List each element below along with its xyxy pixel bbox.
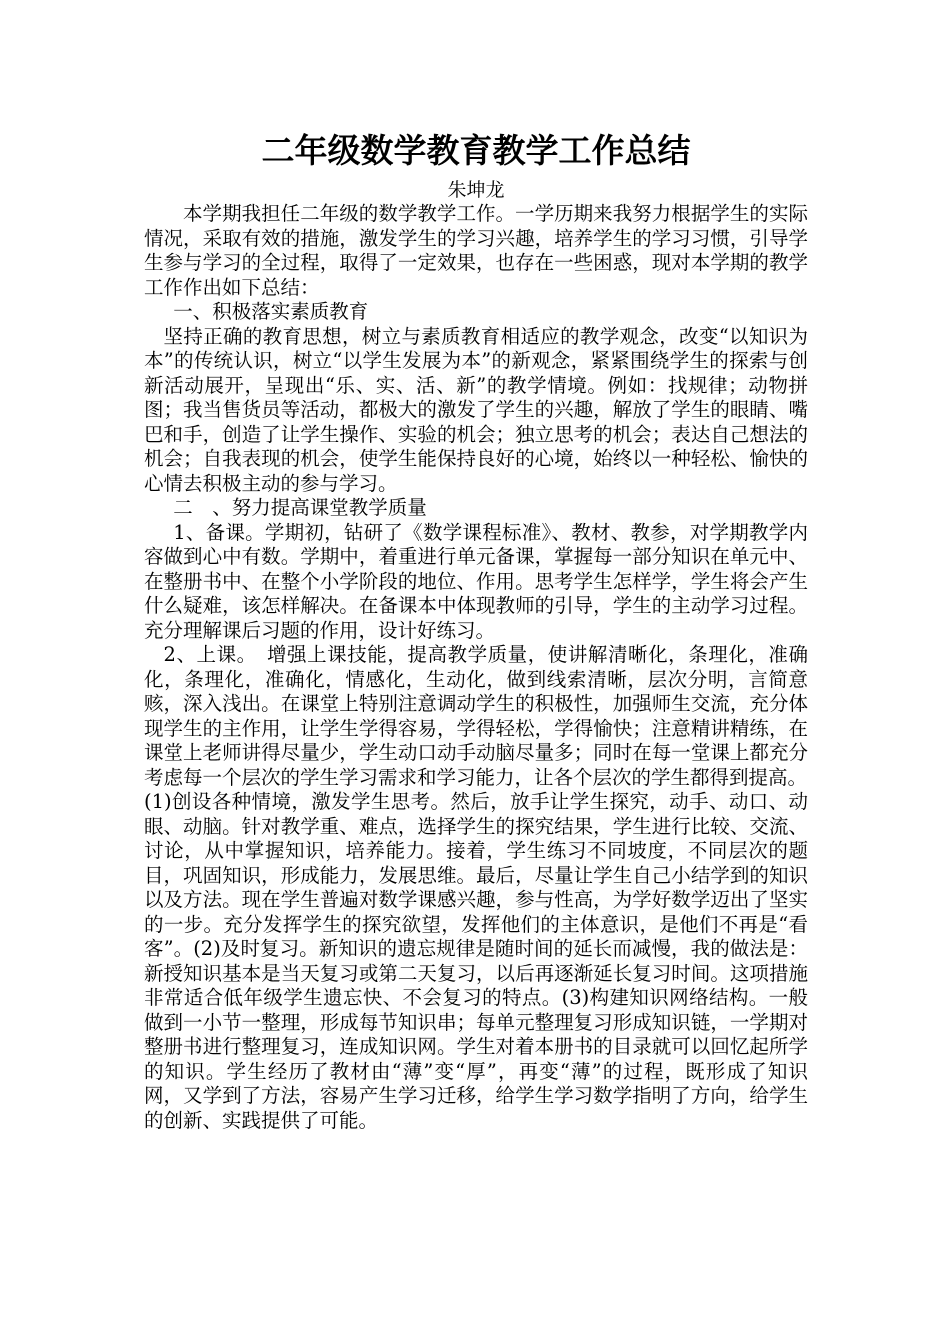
document-body xyxy=(144,202,808,1133)
document-title: 二年级数学教育教学工作总结 xyxy=(261,131,691,170)
section-heading-2: 二 、努力提高课堂教学质量 xyxy=(173,496,427,519)
body-paragraph: 2、上课。 增强上课技能，提高教学质量，使讲解清晰化，条理化，准确化，条理化，准确化，情感化，生动化，做到线索清晰，层次分明，言简意赅，深入浅出。在课堂上特别注意调动学生的积极性，加强师生交流，充分体现学生的主作用，让学生学得容易，学得轻松，学得愉快；注意精讲精练，在课堂上老师讲得尽量少，学生动口动手动脑尽量多；同时在每一堂课上都充分考虑每一个层次的学生学习需求和学习能力，让各个层次的学生都得到提高。 xyxy=(144,643,808,789)
document-author: 朱坤龙 xyxy=(447,179,505,201)
document-page xyxy=(144,124,808,1133)
body-paragraph: (1)创设各种情境，激发学生思考。然后，放手让学生探究，动手、动口、动眼、动脑。针对教学重、难点，选择学生的探究结果，学生进行比较、交流、讨论，从中掌握知识，培养能力。接着，学生练习不同坡度，不同层次的题目，巩固知识，形成能力，发展思维。最后，尽量让学生自己小结学到的知识以及方法。现在学生普遍对数学课感兴趣，参与性高，为学好数学迈出了坚实的一步。充分发挥学生的探究欲望，发挥他们的主体意识，是他们不再是“看客”。(2)及时复习。新知识的遗忘规律是随时间的延长而减慢，我的做法是：新授知识基本是当天复习或第二天复习，以后再逐渐延长复习时间。这项措施非常适合低年级学生遗忘快、不会复习的特点。(3)构建知识网络结构。一般做到一小节一整理，形成每节知识串；每单元整理复习形成知识链，一学期对整册书进行整理复习，连成知识网。学生对着本册书的目录就可以回忆起所学的知识。学生经历了教材由“薄”变“厚”，再变“薄”的过程，既形成了知识网，又学到了方法，容易产生学习迁移，给学生学习数学指明了方向，给学生的创新、实践提供了可能。 xyxy=(144,790,808,1132)
section-heading-1: 一、积极落实素质教育 xyxy=(173,300,369,323)
intro-paragraph: 本学期我担任二年级的数学教学工作。一学历期来我努力根据学生的实际情况，采取有效的措施，激发学生的学习兴趣，培养学生的学习习惯，引导学生参与学习的全过程，取得了一定效果，也存在一些困惑，现对本学期的教学工作作出如下总结： xyxy=(144,202,808,299)
body-paragraph: 坚持正确的教育思想，树立与素质教育相适应的教学观念，改变“以知识为本”的传统认识，树立“以学生发展为本”的新观念，紧紧围绕学生的探索与创新活动展开，呈现出“乐、实、活、新”的教学情境。例如：找规律；动物拼图；我当售货员等活动，都极大的激发了学生的兴趣，解放了学生的眼睛、嘴巴和手，创造了让学生操作、实验的机会；独立思考的机会；表达自己想法的机会；自我表现的机会，使学生能保持良好的心境，始终以一种轻松、愉快的心情去积极主动的参与学习。 xyxy=(144,324,808,495)
body-paragraph: 1、备课。学期初，钻研了《数学课程标准》、教材、教参，对学期教学内容做到心中有数。学期中，着重进行单元备课，掌握每一部分知识在单元中、在整册书中、在整个小学阶段的地位、作用。思考学生怎样学，学生将会产生什么疑难，该怎样解决。在备课本中体现教师的引导，学生的主动学习过程。充分理解课后习题的作用，设计好练习。 xyxy=(144,520,808,642)
